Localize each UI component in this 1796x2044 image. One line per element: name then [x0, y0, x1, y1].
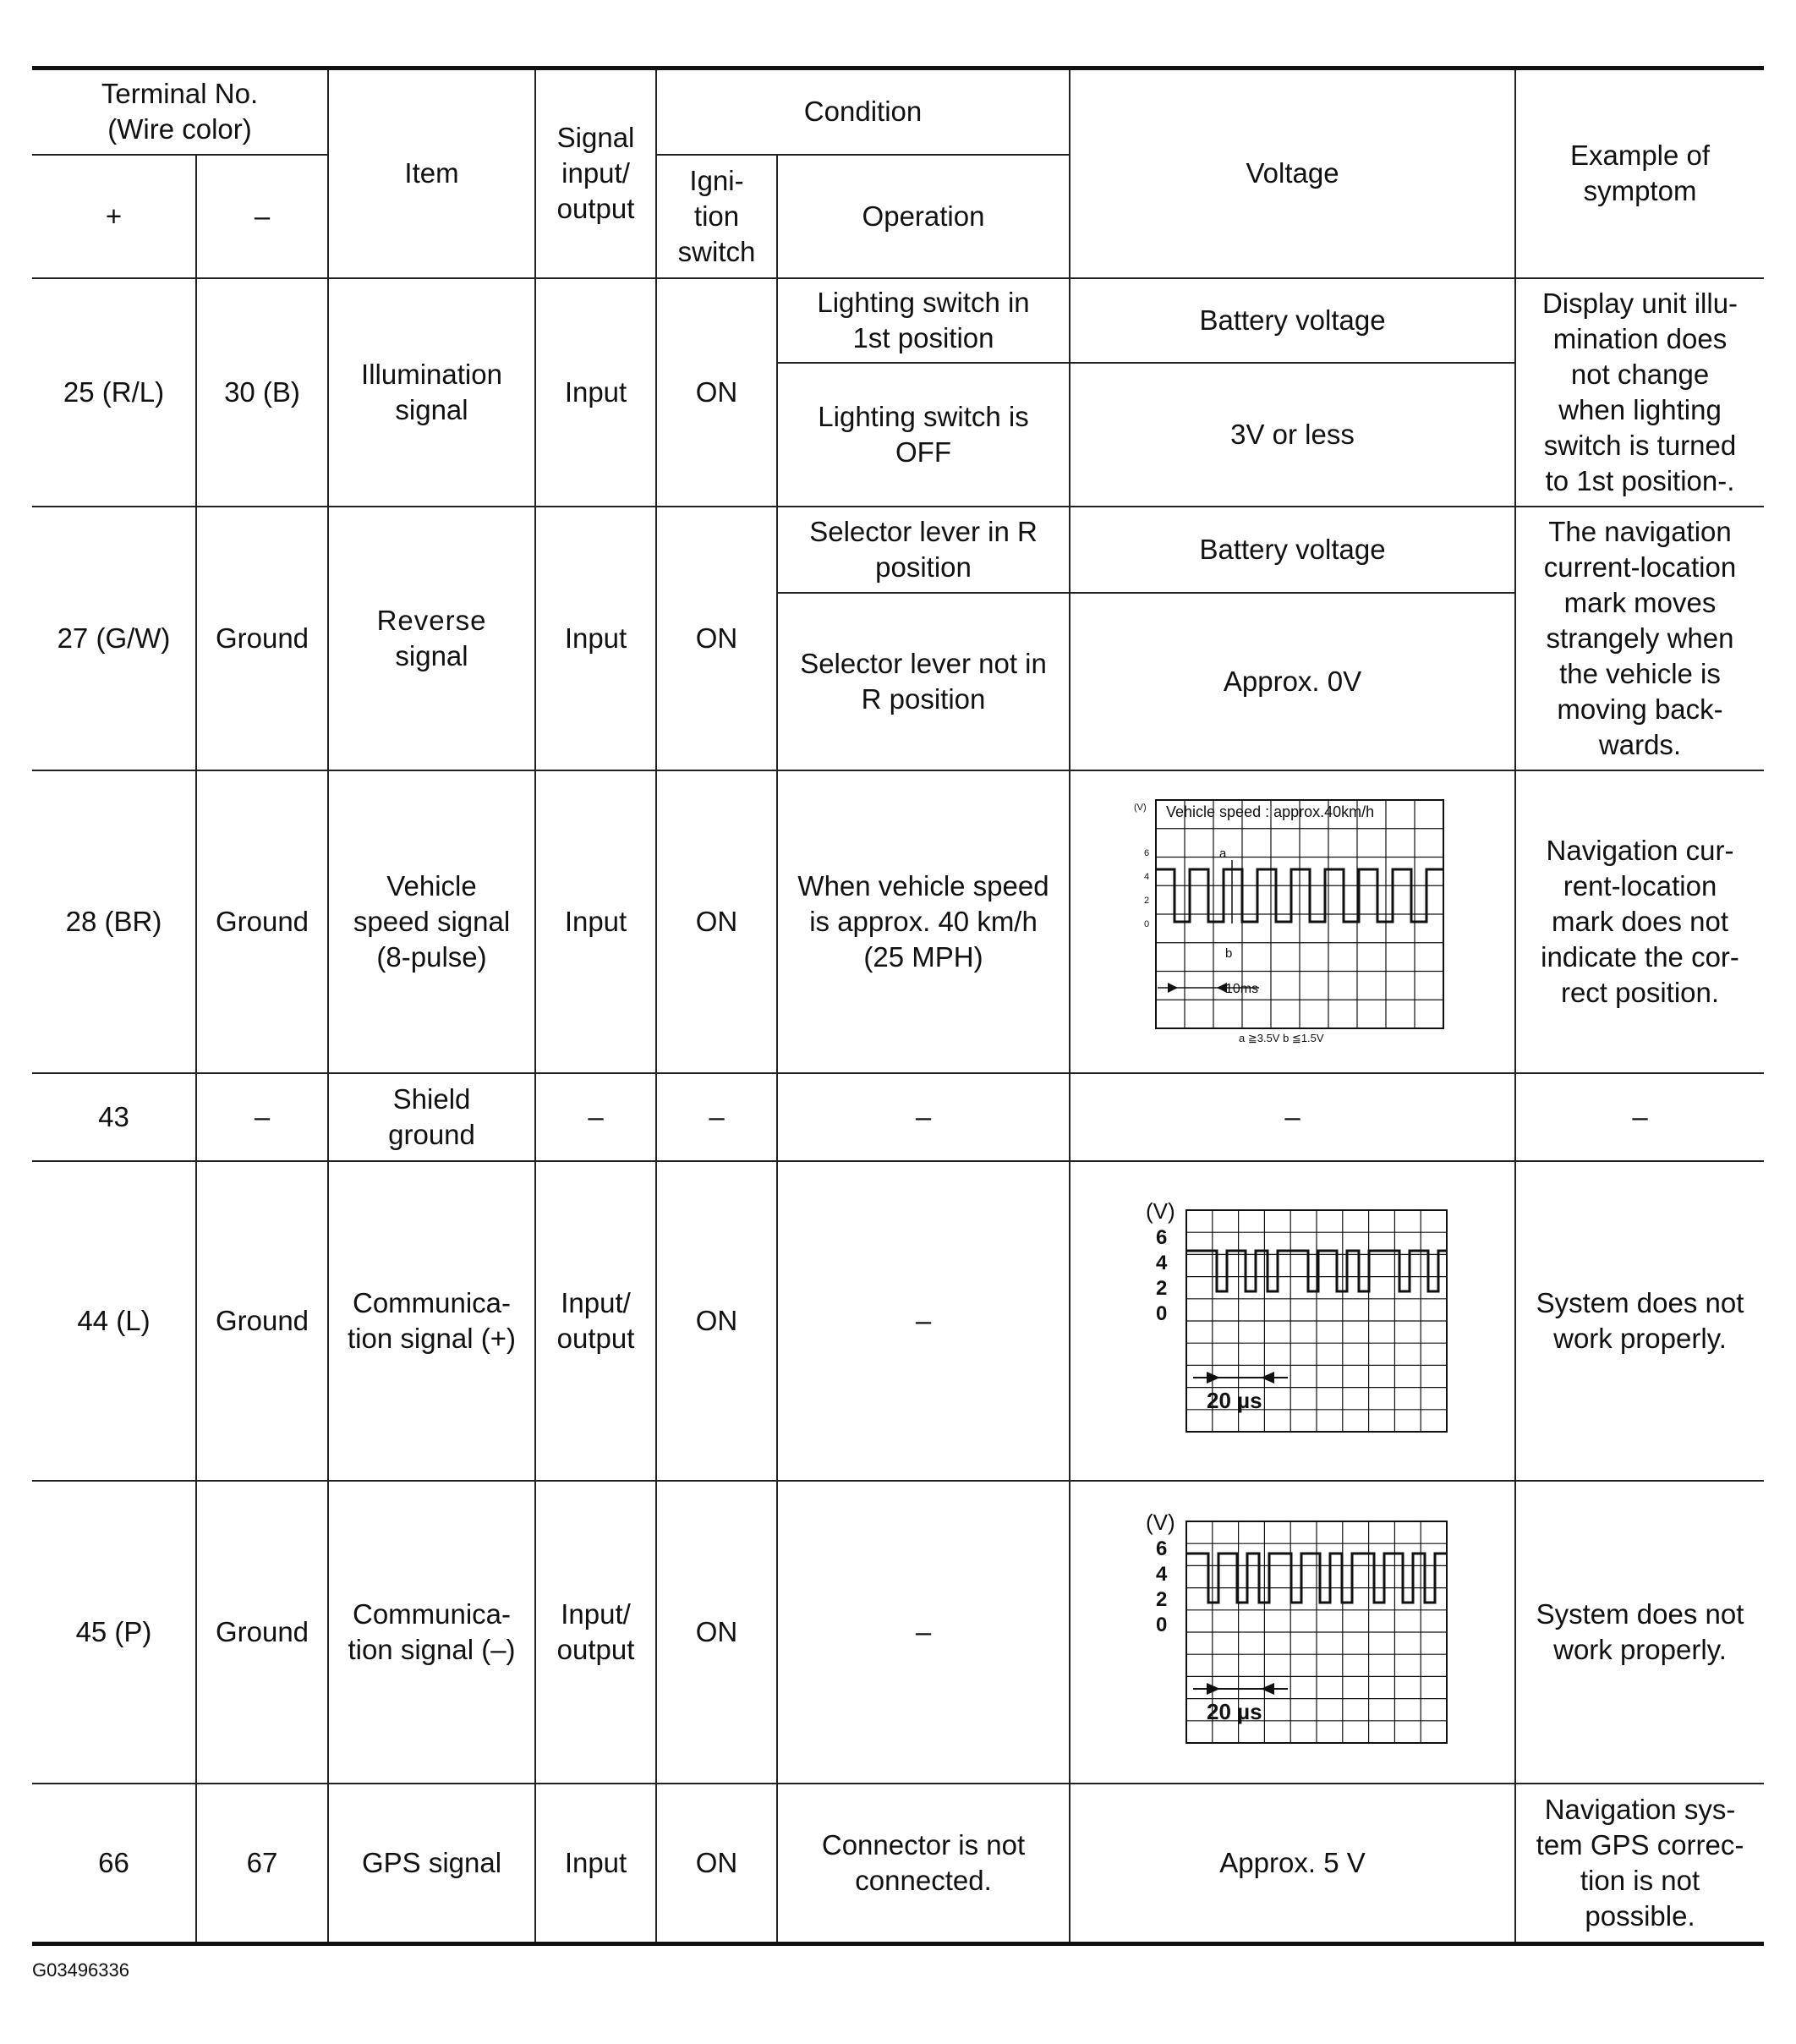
table-row — [32, 770, 1764, 1073]
time-division-label: 20 µs — [1206, 1387, 1262, 1413]
table-row — [32, 507, 1764, 593]
time-division-label: 10ms — [1224, 981, 1258, 996]
header-condition: Condition — [656, 68, 1070, 155]
header-item: Item — [328, 68, 535, 278]
y-tick-0: 0 — [1155, 1613, 1167, 1636]
item-cell: GPS signal — [328, 1784, 535, 1944]
signal-io-cell: Input/ output — [535, 1481, 656, 1784]
voltage-cell — [1070, 1481, 1515, 1784]
header-plus: + — [32, 155, 196, 278]
symptom-cell: – — [1515, 1073, 1764, 1161]
label-b: b — [1224, 945, 1232, 961]
operation-cell: – — [777, 1481, 1070, 1784]
y-tick-4: 4 — [1155, 1251, 1167, 1274]
header-signal-io: Signal input/ output — [535, 68, 656, 278]
y-tick-2: 2 — [1143, 895, 1149, 906]
ignition-cell: ON — [656, 1784, 777, 1944]
table-row — [32, 1481, 1764, 1784]
operation-cell: Connector is not connected. — [777, 1784, 1070, 1944]
table-row — [32, 1784, 1764, 1944]
voltage-cell — [1070, 770, 1515, 1073]
time-division-label: 20 µs — [1206, 1698, 1262, 1724]
operation-cell: – — [777, 1161, 1070, 1481]
signal-io-cell: Input — [535, 1784, 656, 1944]
item-cell — [328, 507, 535, 770]
scope-grid — [1156, 800, 1443, 1028]
ignition-cell: ON — [656, 1161, 777, 1481]
terminal-plus: 28 (BR) — [32, 770, 196, 1073]
symptom-cell: Navigation cur- rent-location mark does not indicate the cor- rect position. — [1515, 770, 1764, 1073]
signal-io-cell: – — [535, 1073, 656, 1161]
operation-cell: Lighting switch in 1st position — [777, 278, 1070, 363]
operation-cell: Selector lever not in R position — [777, 593, 1070, 770]
symptom-cell: The navigation current-location mark moves strangely when the vehicle is moving back- wards. — [1515, 507, 1764, 770]
ignition-cell: ON — [656, 770, 777, 1073]
y-tick-4: 4 — [1143, 871, 1149, 882]
item-line-signal: signal — [395, 639, 468, 671]
figure-id: G03496336 — [32, 1959, 129, 1981]
header-voltage: Voltage — [1070, 68, 1515, 278]
arrow-head-left-icon — [1261, 1683, 1274, 1695]
header-terminal-no: Terminal No. (Wire color) — [32, 68, 328, 155]
header-row-1 — [32, 68, 1764, 155]
scope-title: Vehicle speed : approx.40km/h — [1165, 803, 1374, 820]
item-cell: Illumination signal — [328, 278, 535, 507]
ignition-cell: ON — [656, 278, 777, 507]
ignition-cell: ON — [656, 1481, 777, 1784]
arrow-head-right-icon — [1168, 983, 1178, 993]
signal-io-cell: Input — [535, 278, 656, 507]
signal-io-cell: Input/ output — [535, 1161, 656, 1481]
voltage-cell — [1070, 1161, 1515, 1481]
oscilloscope-waveform-comm-plus — [1132, 1198, 1454, 1444]
voltage-cell: – — [1070, 1073, 1515, 1161]
oscilloscope-waveform-comm-minus — [1132, 1510, 1454, 1755]
header-symptom: Example of symptom — [1515, 68, 1764, 278]
terminal-minus: Ground — [196, 507, 328, 770]
symptom-cell: Display unit illu- mination does not change when lighting switch is turned to 1st position-. — [1515, 278, 1764, 507]
operation-cell: – — [777, 1073, 1070, 1161]
voltage-cell: Approx. 0V — [1070, 593, 1515, 770]
scope-unit-label: (V) — [1145, 1197, 1175, 1224]
item-cell: Vehicle speed signal (8-pulse) — [328, 770, 535, 1073]
item-cell: Shield ground — [328, 1073, 535, 1161]
terminal-minus: – — [196, 1073, 328, 1161]
symptom-cell: System does not work properly. — [1515, 1481, 1764, 1784]
y-tick-0: 0 — [1155, 1301, 1167, 1325]
y-tick-4: 4 — [1155, 1562, 1167, 1586]
header-minus: – — [196, 155, 328, 278]
voltage-cell: Battery voltage — [1070, 278, 1515, 363]
voltage-cell: Approx. 5 V — [1070, 1784, 1515, 1944]
scope-footnote: a ≧3.5V b ≦1.5V — [1238, 1031, 1324, 1044]
operation-cell: Lighting switch is OFF — [777, 363, 1070, 507]
terminal-plus: 44 (L) — [32, 1161, 196, 1481]
y-tick-6: 6 — [1155, 1225, 1167, 1249]
table-row — [32, 1161, 1764, 1481]
terminal-minus: Ground — [196, 770, 328, 1073]
voltage-cell: 3V or less — [1070, 363, 1515, 507]
signal-io-cell: Input — [535, 507, 656, 770]
terminal-minus: Ground — [196, 1161, 328, 1481]
terminal-minus: 30 (B) — [196, 278, 328, 507]
arrow-head-right-icon — [1207, 1683, 1220, 1695]
voltage-cell: Battery voltage — [1070, 507, 1515, 593]
symptom-cell: System does not work properly. — [1515, 1161, 1764, 1481]
ignition-cell: – — [656, 1073, 777, 1161]
terminal-plus: 43 — [32, 1073, 196, 1161]
y-tick-2: 2 — [1155, 1587, 1167, 1611]
table-row — [32, 278, 1764, 363]
terminal-minus: 67 — [196, 1784, 328, 1944]
y-tick-0: 0 — [1143, 918, 1149, 929]
header-operation: Operation — [777, 155, 1070, 278]
terminal-plus: 45 (P) — [32, 1481, 196, 1784]
y-tick-6: 6 — [1143, 847, 1149, 858]
label-a: a — [1218, 846, 1226, 861]
scope-unit-label: (V) — [1133, 802, 1147, 813]
oscilloscope-waveform-vehicle-speed — [1132, 795, 1454, 1049]
ignition-cell: ON — [656, 507, 777, 770]
terminal-plus: 25 (R/L) — [32, 278, 196, 507]
terminal-minus: Ground — [196, 1481, 328, 1784]
y-tick-6: 6 — [1155, 1537, 1167, 1560]
terminal-spec-table — [32, 66, 1764, 1946]
signal-io-cell: Input — [535, 770, 656, 1073]
operation-cell: Selector lever in R position — [777, 507, 1070, 593]
arrow-head-right-icon — [1207, 1372, 1220, 1384]
item-cell: Communica- tion signal (–) — [328, 1481, 535, 1784]
y-tick-2: 2 — [1155, 1276, 1167, 1300]
item-cell: Communica- tion signal (+) — [328, 1161, 535, 1481]
item-line-reverse: Reverse — [376, 604, 487, 636]
header-ignition-switch: Igni- tion switch — [656, 155, 777, 278]
terminal-plus: 66 — [32, 1784, 196, 1944]
operation-cell: When vehicle speed is approx. 40 km/h (25 MPH) — [777, 770, 1070, 1073]
symptom-cell: Navigation sys- tem GPS correc- tion is not possible. — [1515, 1784, 1764, 1944]
scope-unit-label: (V) — [1145, 1509, 1175, 1535]
arrow-head-left-icon — [1261, 1372, 1274, 1384]
terminal-plus: 27 (G/W) — [32, 507, 196, 770]
table-row — [32, 1073, 1764, 1161]
